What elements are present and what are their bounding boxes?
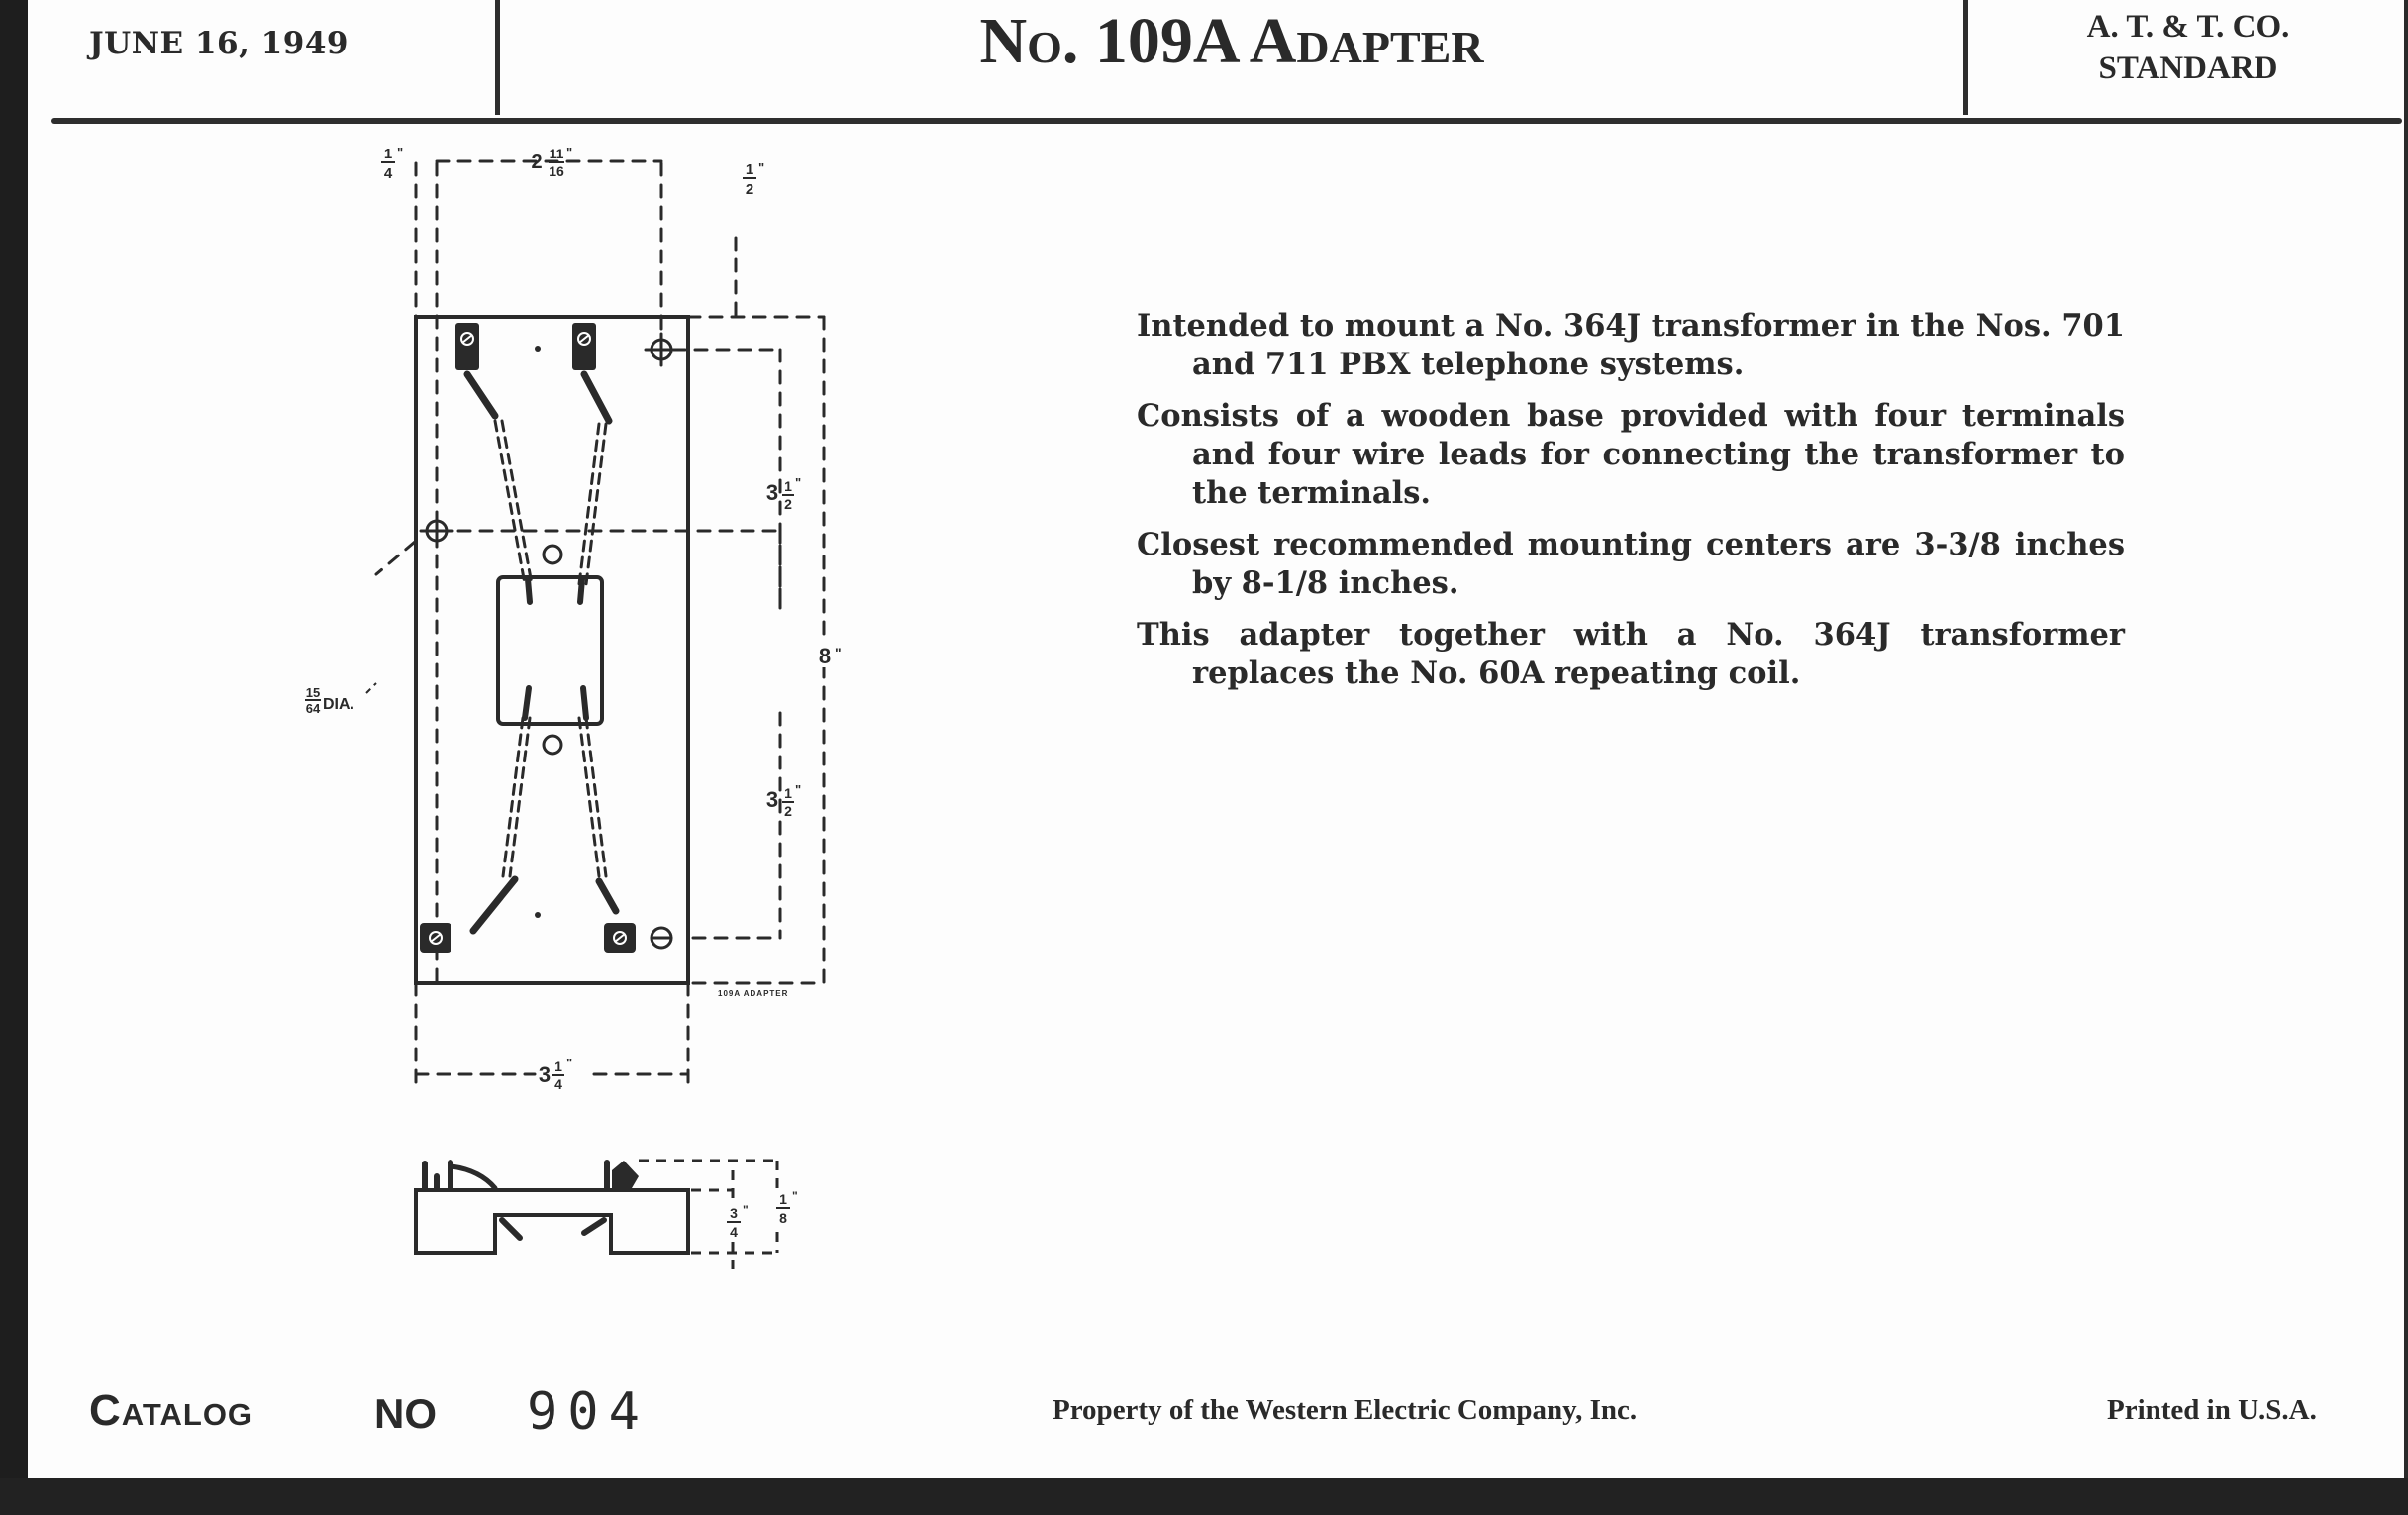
printed-notice: Printed in U.S.A.: [2107, 1394, 2317, 1426]
svg-text:2: 2: [531, 152, 543, 173]
property-notice: Property of the Western Electric Company, Inc.: [1053, 1394, 1638, 1426]
svg-text:2: 2: [784, 496, 792, 512]
dim-overall-height: [770, 1189, 798, 1227]
description-paragraph: This adapter together with a No. 364J transformer replaces the No. 60A repeating coil.: [1137, 617, 2125, 691]
svg-text:2: 2: [784, 803, 792, 819]
svg-text:DIA.: DIA.: [323, 696, 354, 713]
svg-text:": ": [743, 1203, 749, 1217]
transformer-lugs: [525, 579, 586, 718]
svg-text:": ": [758, 160, 765, 175]
svg-text:3: 3: [765, 480, 779, 505]
dim-overall-width: [539, 1056, 572, 1092]
terminal-top-left: [455, 323, 479, 370]
svg-text:4: 4: [730, 1224, 738, 1240]
base-plate-outline: [416, 317, 688, 983]
standard-company: A. T. & T. CO.: [2086, 9, 2290, 45]
svg-text:8: 8: [779, 1210, 787, 1226]
screw-hole-upper: [544, 546, 561, 563]
scan-edge-bottom: [0, 1478, 2408, 1515]
mounting-hole-top-right: [646, 334, 677, 365]
svg-text:1: 1: [784, 785, 792, 801]
svg-text:": ": [795, 782, 802, 797]
description-paragraph: Consists of a wooden base provided with four terminals and four wire leads for connecting the transformer to the terminals.: [1137, 398, 2125, 511]
issue-date: JUNE 16, 1949: [89, 26, 349, 61]
standard-label: STANDARD: [2098, 50, 2278, 86]
svg-text:": ": [792, 1189, 798, 1203]
dim-base-thickness: [721, 1203, 749, 1241]
page-title: No. 109A Adapter: [979, 5, 1484, 77]
catalog-label: Catalog: [89, 1386, 253, 1435]
side-view-base: [416, 1190, 688, 1253]
svg-text:16: 16: [549, 163, 564, 179]
svg-text:11: 11: [549, 146, 564, 161]
mounting-hole-left: [421, 515, 452, 547]
header-rule: [51, 118, 2402, 124]
mounting-hole-bottom-right: [652, 928, 671, 948]
svg-text:1: 1: [745, 161, 754, 178]
svg-text:15: 15: [305, 685, 321, 700]
catalog-number: 904: [527, 1382, 650, 1442]
terminal-top-right: [572, 323, 596, 370]
svg-text:1: 1: [383, 146, 393, 162]
header-divider-right: [1963, 0, 1968, 115]
drawing-id: 109A ADAPTER: [718, 989, 789, 998]
svg-text:1: 1: [779, 1191, 787, 1207]
catalog-no-label: NO: [374, 1390, 437, 1437]
svg-text:64: 64: [305, 701, 321, 716]
svg-text:1: 1: [554, 1059, 562, 1074]
description-paragraph: Closest recommended mounting centers are 3-3/8 inches by 8-1/8 inches.: [1137, 527, 2125, 601]
hole-diameter-callout: [305, 683, 376, 716]
svg-text:": ": [835, 645, 842, 660]
dim-overall-length: [817, 638, 842, 668]
svg-text:3: 3: [730, 1205, 738, 1221]
screw-hole-lower: [544, 736, 561, 754]
dimension-labels: [305, 145, 842, 1092]
svg-text:": ": [566, 145, 573, 159]
standard-block: [1970, 6, 2406, 89]
svg-text:": ": [397, 145, 404, 159]
svg-text:8: 8: [818, 644, 832, 668]
wire-leads-dashed: [495, 421, 606, 876]
svg-text:4: 4: [383, 165, 393, 182]
dim-upper-spacing: [766, 475, 801, 512]
svg-text:": ": [566, 1056, 573, 1070]
scan-edge-right: [2404, 0, 2408, 1515]
svg-text:1: 1: [784, 478, 792, 494]
technical-drawing: [297, 145, 852, 1258]
description-paragraph: Intended to mount a No. 364J transformer in the Nos. 701 and 711 PBX telephone systems.: [1137, 308, 2125, 382]
svg-text:3: 3: [538, 1062, 552, 1087]
svg-text:3: 3: [765, 787, 779, 812]
svg-text:": ": [795, 475, 802, 490]
svg-text:2: 2: [745, 181, 754, 198]
svg-text:4: 4: [554, 1076, 562, 1092]
description: [1137, 307, 2125, 706]
dim-lower-spacing: [766, 782, 801, 819]
